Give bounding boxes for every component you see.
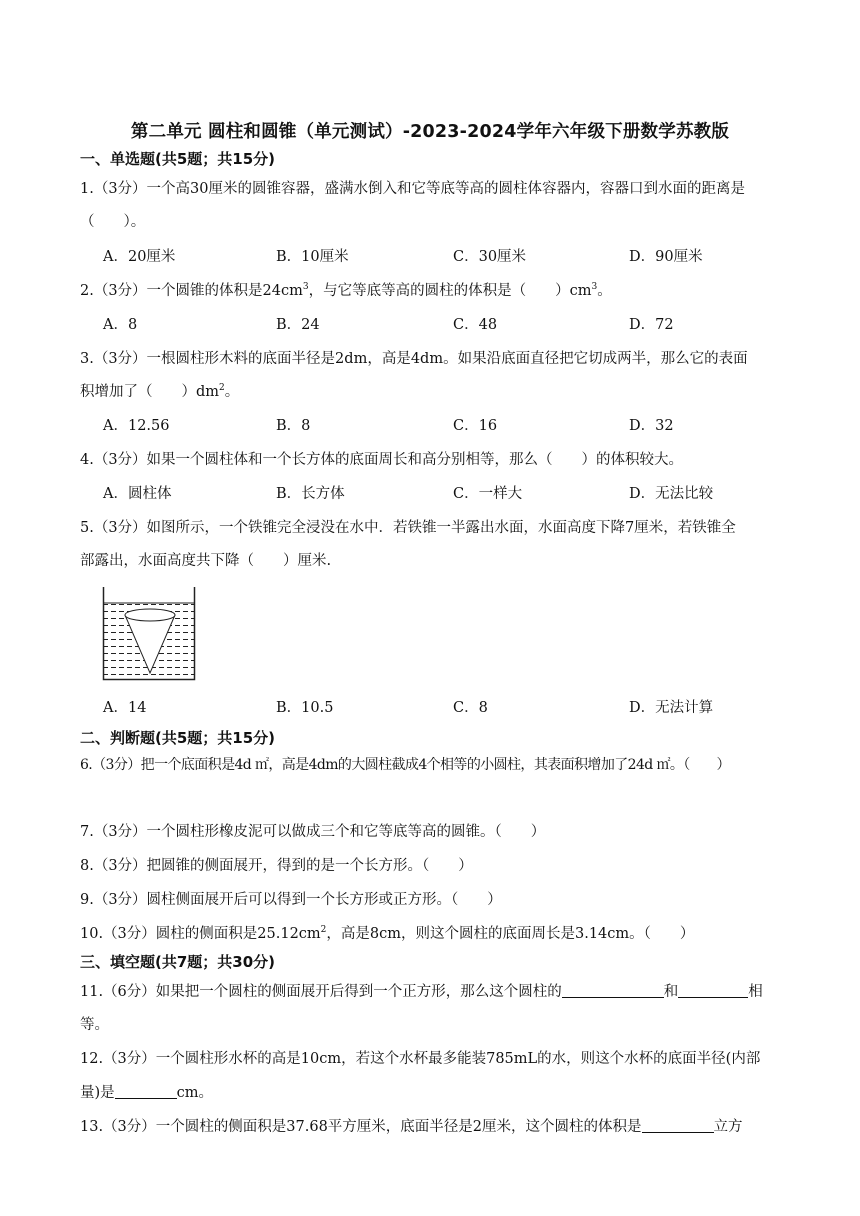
question-6-text: 6.（3分）把一个底面积是4d ㎡，高是4dm的大圆柱截成4个相等的小圆柱，其表面积增加了24d ㎡。（ ） [80,757,730,773]
q3-option-b: B．8 [276,418,311,434]
question-11-text [80,981,763,1002]
q10-sup: 2 [320,925,327,935]
q2-text-mid: ，与它等底等高的圆柱的体积是（ ）cm [308,283,592,299]
question-12-text-cont [80,1082,213,1103]
section-heading-single-choice: 一、单选题(共5题；共15分) [80,150,276,168]
question-13-text [80,1116,743,1137]
q11-blank-2[interactable] [678,981,748,998]
q3-option-d: D．32 [629,418,674,434]
q11-text-pre: 11.（6分）如果把一个圆柱的侧面展开后得到一个正方形，那么这个圆柱的 [80,984,562,1000]
q1-option-d: D．90厘米 [629,249,703,265]
q4-option-a: A．圆柱体 [103,486,172,502]
question-8-text: 8.（3分）把圆锥的侧面展开，得到的是一个长方形。（ ） [80,858,473,874]
q4-option-d: D．无法比较 [629,486,714,502]
q13-text-post: 立方 [713,1119,743,1135]
question-9-text: 9.（3分）圆柱侧面展开后可以得到一个长方形或正方形。（ ） [80,892,502,908]
q2-option-c: C．48 [453,317,498,333]
question-10-text [80,924,694,944]
q3-sup: 2 [219,383,225,393]
q2-text-post: 。 [597,283,612,299]
q5-option-c: C．8 [453,700,488,716]
question-5-text-cont: 部露出，水面高度共下降（ ）厘米. [80,553,332,569]
q1-option-a: A．20厘米 [103,249,176,265]
q2-option-a: A．8 [103,317,138,333]
q2-sup-1: 3 [302,282,309,292]
q13-text-pre: 13.（3分）一个圆柱的侧面积是37.68平方厘米，底面半径是2厘米，这个圆柱的体积是 [80,1119,642,1135]
question-4-text: 4.（3分）如果一个圆柱体和一个长方体的底面周长和高分别相等，那么（ ）的体积较大。 [80,452,684,468]
question-3-text: 3.（3分）一根圆柱形木料的底面半径是2dm，高是4dm。如果沿底面直径把它切成两半，那么它的表面 [80,351,748,367]
q4-option-b: B．长方体 [276,486,345,502]
question-5-text: 5.（3分）如图所示，一个铁锥完全浸没在水中．若铁锥一半露出水面，水面高度下降7厘米，若铁锥全 [80,520,736,536]
q12-line2-pre: 量)是 [80,1085,115,1101]
q11-text-post: 相 [748,984,763,1000]
q5-option-b: B．10.5 [276,700,334,716]
q10-text-post: ，高是8cm，则这个圆柱的底面周长是3.14cm。（ ） [326,926,695,942]
question-12-text: 12.（3分）一个圆柱形水杯的高是10cm，若这个水杯最多能装785mL的水，则这个水杯的底面半径(内部 [80,1051,761,1067]
question-3-text-cont [80,382,239,402]
question-7-text: 7.（3分）一个圆柱形橡皮泥可以做成三个和它等底等高的圆锥。（ ） [80,824,546,840]
question-2-text [80,281,612,301]
q2-text-pre: 2.（3分）一个圆锥的体积是24cm [80,283,303,299]
q2-option-b: B．24 [276,317,320,333]
q11-text-mid: 和 [663,984,679,1000]
q1-option-c: C．30厘米 [453,249,527,265]
q11-blank-1[interactable] [562,981,664,998]
q3-option-a: A．12.56 [103,418,170,434]
q10-text-pre: 10.（3分）圆柱的侧面积是25.12cm [80,926,321,942]
q3-option-c: C．16 [453,418,498,434]
q12-line2-post: cm。 [176,1085,214,1101]
question-1-text-cont: （ ）。 [80,214,146,230]
q3-line2-post: 。 [224,384,240,400]
q2-sup-2: 3 [591,282,598,292]
section-heading-fill-blank: 三、填空题(共7题；共30分) [80,953,276,971]
q3-line2-pre: 积增加了（ ）dm [80,384,220,400]
q5-option-a: A．14 [103,700,147,716]
page-title: 第二单元 圆柱和圆锥（单元测试）-2023-2024学年六年级下册数学苏教版 [130,122,730,142]
question-1-text: 1.（3分）一个高30厘米的圆锥容器，盛满水倒入和它等底等高的圆柱体容器内，容器口到水面的距离是 [80,181,746,197]
q5-option-d: D．无法计算 [629,700,714,716]
q1-option-b: B．10厘米 [276,249,349,265]
section-heading-true-false: 二、判断题(共5题；共15分) [80,729,276,747]
question-11-text-cont: 等。 [80,1017,109,1033]
beaker-with-cone-figure [102,587,198,683]
q2-option-d: D．72 [629,317,674,333]
q13-blank[interactable] [642,1116,714,1133]
q4-option-c: C．一样大 [453,486,523,502]
q12-blank[interactable] [115,1082,177,1099]
